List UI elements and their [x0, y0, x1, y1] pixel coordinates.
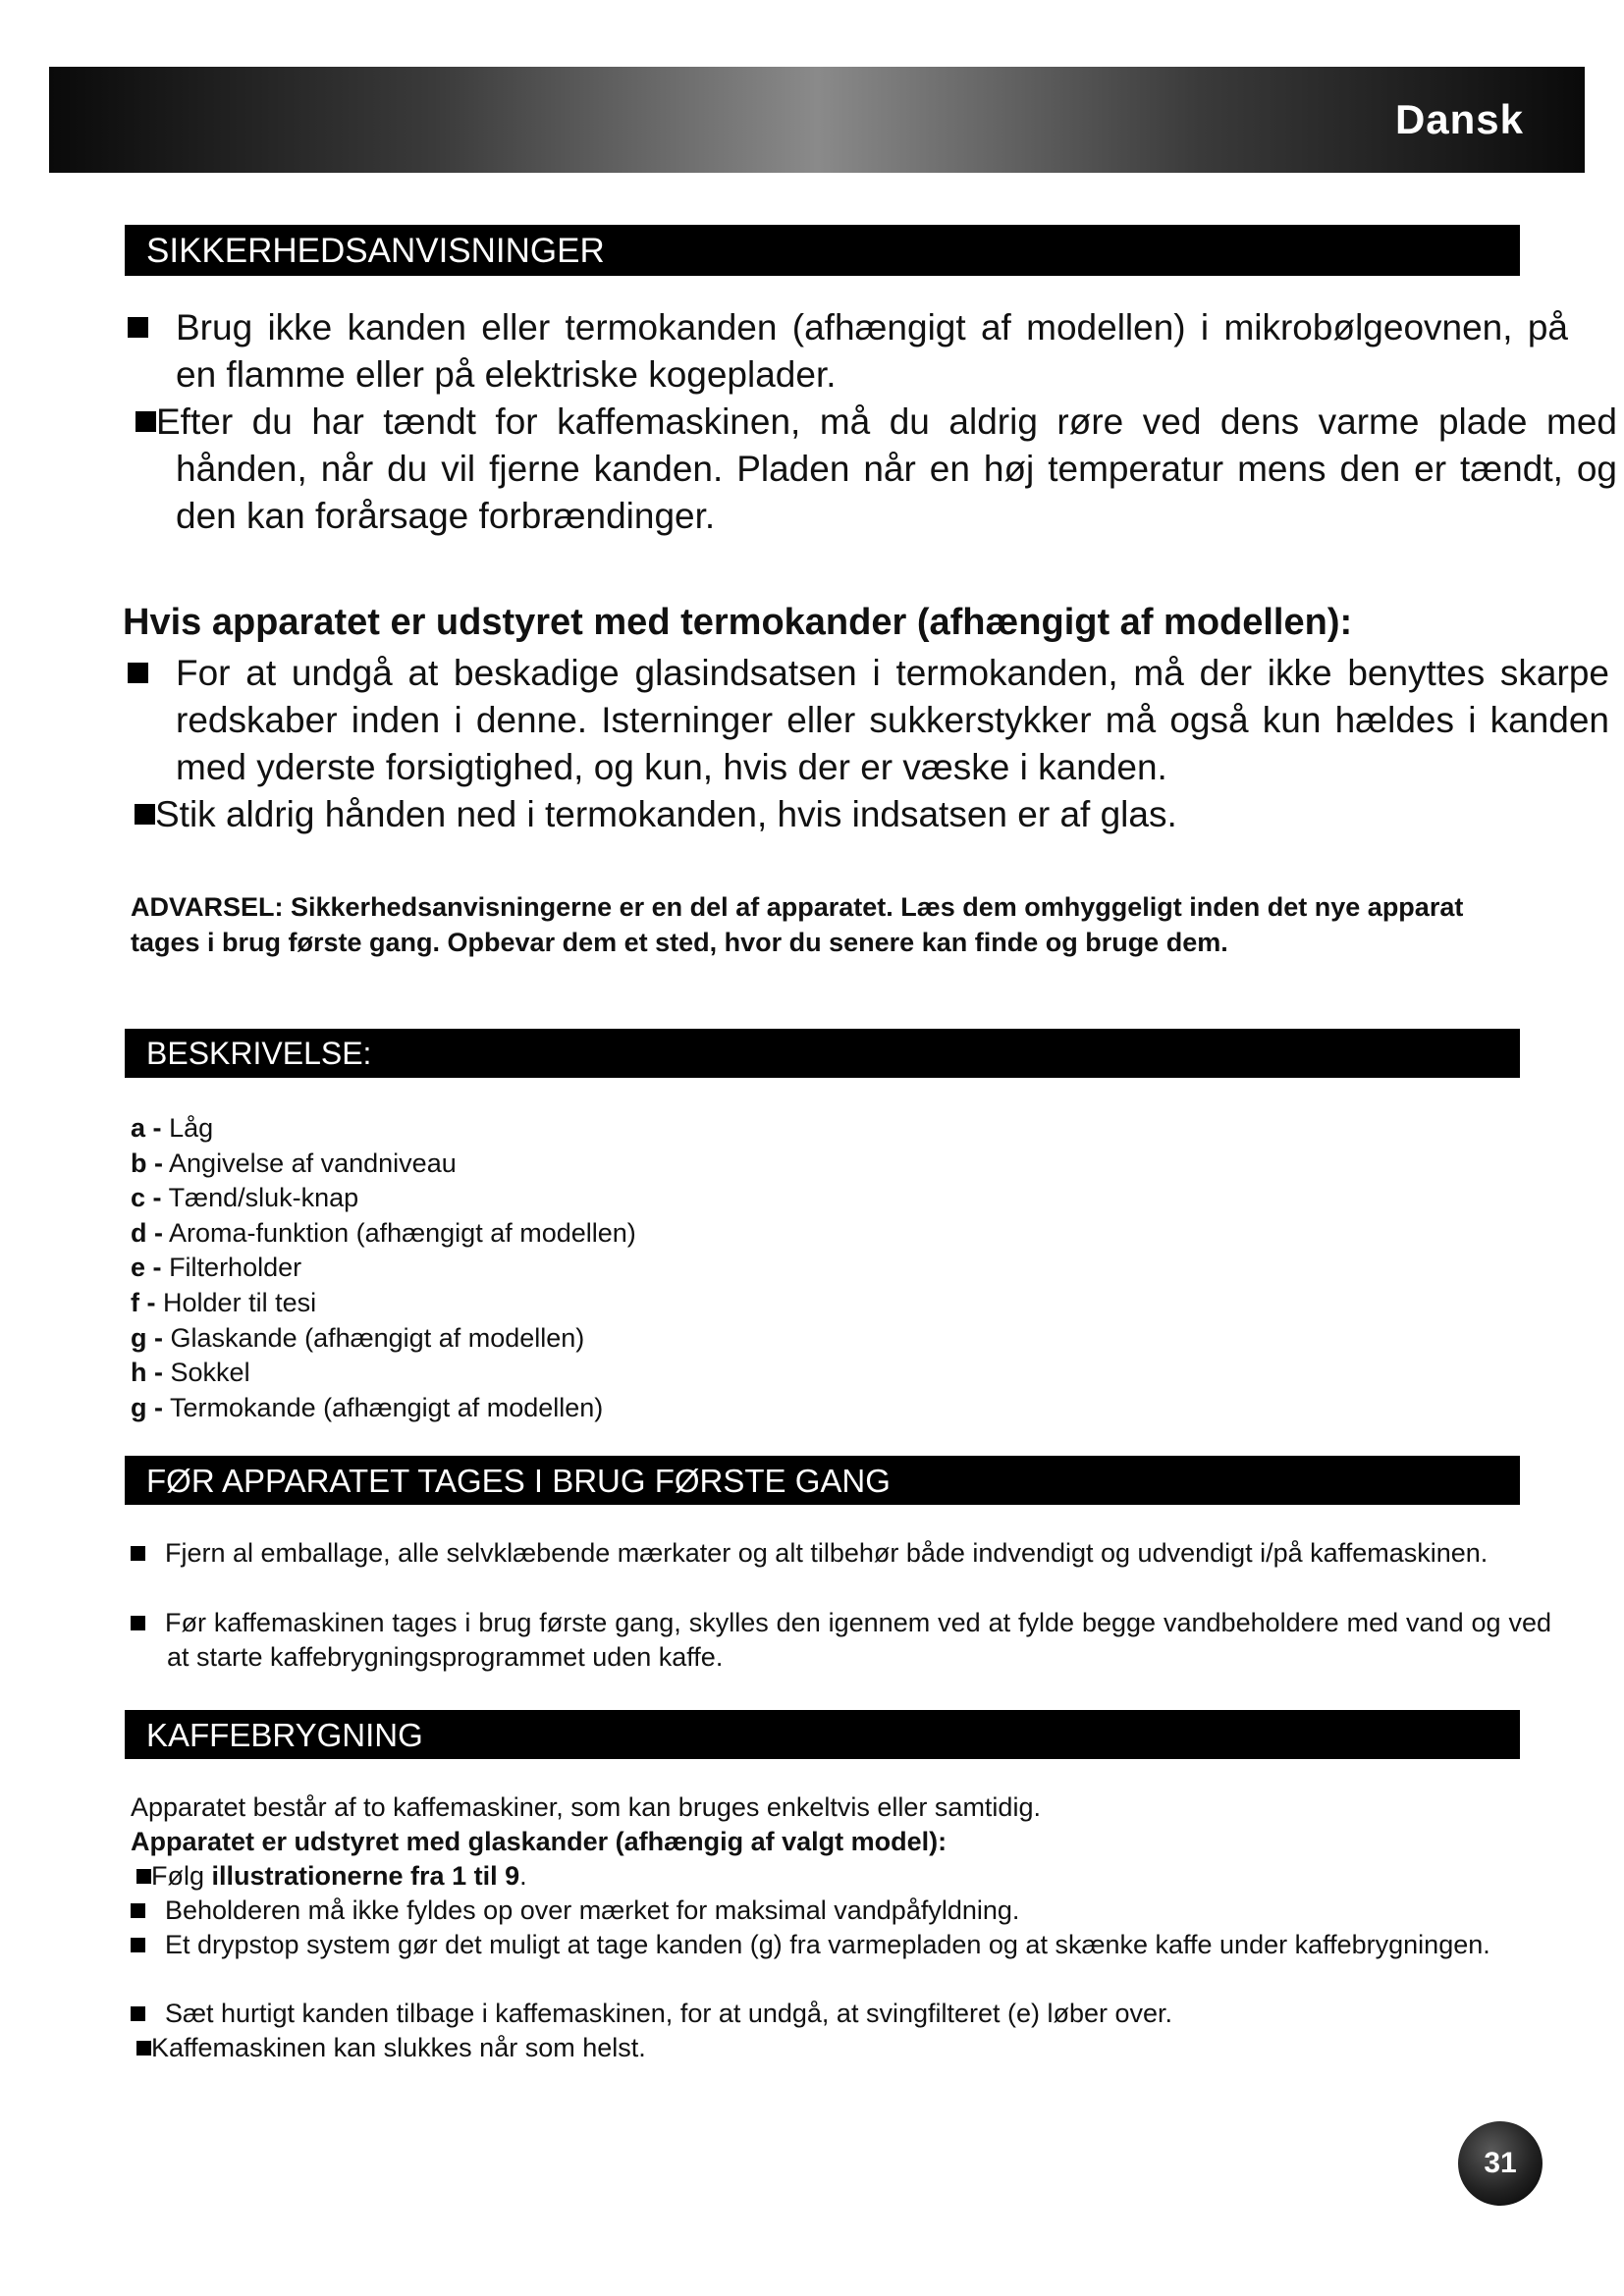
list-item: g - Termokande (afhængigt af modellen) — [131, 1392, 604, 1422]
bullet-square-icon — [135, 804, 155, 825]
thermo-bullet-1: For at undgå at beskadige glasindsatsen i termokanden, må der ikke benyttes skarpe redskaber inden i denne. Isterninger eller sukkerstykker må også kun hældes i kanden med yderste forsigtighed, og kun, hvis der er væske i kanden. — [128, 650, 1609, 791]
page-number: 31 — [1484, 2147, 1517, 2179]
bullet-square-icon — [131, 1616, 145, 1630]
list-item: h - Sokkel — [131, 1358, 250, 1388]
list-item: f - Holder til tesi — [131, 1287, 317, 1317]
language-bar — [49, 67, 1585, 173]
thermo-bullet-2: Stik aldrig hånden ned i termokanden, hvis indsatsen er af glas. — [135, 791, 1509, 838]
brewing-follow-line: Følg illustrationerne fra 1 til 9. — [136, 1859, 527, 1894]
section-heading-brewing: KAFFEBRYGNING — [125, 1710, 1520, 1759]
list-item: a - Låg — [131, 1113, 214, 1143]
brewing-glass-heading: Apparatet er udstyret med glaskander (afhængig af valgt model): — [131, 1827, 947, 1856]
bullet-square-icon — [131, 1903, 145, 1918]
brewing-bullet-1: Beholderen må ikke fyldes op over mærket for maksimal vandpåfyldning. — [131, 1894, 1551, 1928]
first-use-bullet-2: Før kaffemaskinen tages i brug første gang, skylles den igennem ved at fylde begge vandbeholdere med vand og ved at starte kaffebrygningsprogrammet uden kaffe. — [131, 1606, 1551, 1675]
brewing-bullet-3: Sæt hurtigt kanden tilbage i kaffemaskinen, for at undgå, at svingfilteret (e) løber over. — [131, 1997, 1551, 2031]
bullet-square-icon — [128, 663, 148, 683]
section-heading-description: BESKRIVELSE: — [125, 1029, 1520, 1078]
bullet-square-icon — [131, 2006, 145, 2021]
list-item: d - Aroma-funktion (afhængigt af modellen) — [131, 1217, 636, 1248]
language-label: Dansk — [1394, 96, 1524, 142]
bullet-square-icon — [128, 317, 148, 338]
list-item: c - Tænd/sluk-knap — [131, 1183, 359, 1213]
bullet-square-icon — [131, 1938, 145, 1952]
page-number-badge — [1458, 2121, 1543, 2206]
list-item: g - Glaskande (afhængigt af modellen) — [131, 1322, 585, 1353]
first-use-bullet-1: Fjern al emballage, alle selvklæbende mærkater og alt tilbehør både indvendigt og udvendigt i/på kaffemaskinen. — [131, 1536, 1551, 1571]
bullet-square-icon — [135, 411, 156, 432]
safety-bullet-2: Efter du har tændt for kaffemaskinen, må du aldrig røre ved dens varme plade med hånden, når du vil fjerne kanden. Pladen når en høj temperatur mens den er tændt, og den kan forårsage forbrændinger. — [128, 399, 1617, 540]
bullet-square-icon — [136, 2041, 151, 2056]
bullet-square-icon — [136, 1869, 151, 1884]
list-item: e - Filterholder — [131, 1253, 302, 1283]
safety-bullet-1: Brug ikke kanden eller termokanden (afhængigt af modellen) i mikrobølgeovnen, på en flamme eller på elektriske kogeplader. — [128, 304, 1568, 399]
brewing-bullet-4: Kaffemaskinen kan slukkes når som helst. — [136, 2031, 646, 2065]
bullet-square-icon — [131, 1546, 145, 1561]
section-heading-safety: SIKKERHEDSANVISNINGER — [125, 225, 1520, 276]
thermo-subheading: Hvis apparatet er udstyret med termokander (afhængigt af modellen): — [123, 602, 1353, 643]
brewing-intro: Apparatet består af to kaffemaskiner, som kan bruges enkeltvis eller samtidig. — [131, 1792, 1041, 1822]
section-heading-first-use: FØR APPARATET TAGES I BRUG FØRSTE GANG — [125, 1456, 1520, 1505]
description-list — [131, 1111, 636, 1425]
safety-warning: ADVARSEL: Sikkerhedsanvisningerne er en del af apparatet. Læs dem omhyggeligt inden det nye apparat tages i brug første gang. Opbevar dem et sted, hvor du senere kan finde og bruge dem. — [131, 892, 1464, 957]
brewing-bullet-2: Et drypstop system gør det muligt at tage kanden (g) fra varmepladen og at skænke kaffe under kaffebrygningen. — [131, 1928, 1551, 1962]
list-item: b - Angivelse af vandniveau — [131, 1148, 457, 1178]
